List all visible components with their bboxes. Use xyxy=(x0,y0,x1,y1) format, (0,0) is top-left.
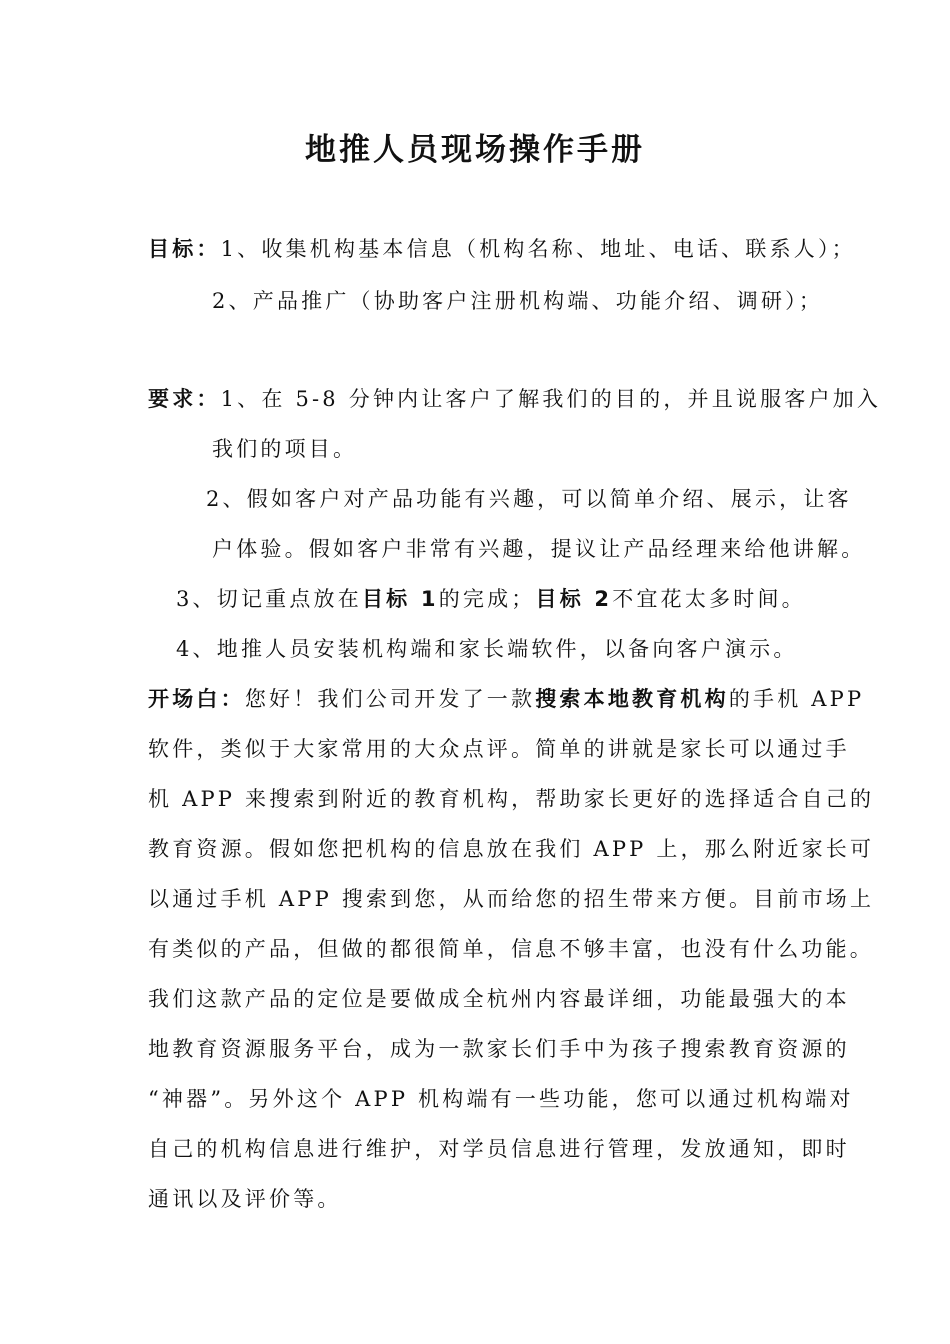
goal-line-1 xyxy=(148,234,856,264)
opening-line: 有类似的产品，但做的都很简单，信息不够丰富，也没有什么功能。 xyxy=(148,937,874,961)
opening-line: 自己的机构信息进行维护，对学员信息进行管理，发放通知，即时 xyxy=(148,1137,850,1161)
requirement-item-2: 2、假如客户对产品功能有兴趣，可以简单介绍、展示，让客 xyxy=(206,487,852,511)
opening-line: 软件，类似于大家常用的大众点评。简单的讲就是家长可以通过手 xyxy=(148,737,850,761)
opening-text-post: 的手机 APP xyxy=(728,687,865,711)
opening-line: 我们这款产品的定位是要做成全杭州内容最详细，功能最强大的本 xyxy=(148,987,850,1011)
opening-line: 教育资源。假如您把机构的信息放在我们 APP 上，那么附近家长可 xyxy=(148,837,875,861)
opening-line: 通讯以及评价等。 xyxy=(148,1187,342,1211)
goal-item-1: 1、收集机构基本信息（机构名称、地址、电话、联系人）； xyxy=(220,237,856,261)
goal-label: 目标： xyxy=(148,237,221,261)
requirement-item-3-part-2: 的完成； xyxy=(438,587,536,611)
opening-line: 地教育资源服务平台，成为一款家长们手中为孩子搜索教育资源的 xyxy=(148,1037,850,1061)
requirement-line-1 xyxy=(148,384,881,414)
requirement-item-1-cont: 我们的项目。 xyxy=(212,437,358,461)
requirement-item-3-part-1: 3、切记重点放在 xyxy=(176,587,362,611)
opening-highlight: 搜索本地教育机构 xyxy=(535,687,729,711)
requirement-item-3-part-3: 不宜花太多时间。 xyxy=(612,587,806,611)
opening-text-pre: 您好！我们公司开发了一款 xyxy=(244,687,536,711)
requirement-item-2-cont: 户体验。假如客户非常有兴趣，提议让产品经理来给他讲解。 xyxy=(212,537,866,561)
opening-line-1 xyxy=(148,684,864,714)
goal-ref-2: 目标 2 xyxy=(535,587,613,611)
opening-line: 机 APP 来搜索到附近的教育机构，帮助家长更好的选择适合自己的 xyxy=(148,787,875,811)
goal-item-2: 2、产品推广（协助客户注册机构端、功能介绍、调研）； xyxy=(212,289,824,313)
document-title: 地推人员现场操作手册 xyxy=(305,132,645,168)
requirements-label: 要求： xyxy=(148,387,221,411)
opening-label: 开场白： xyxy=(148,687,245,711)
requirement-item-4: 4、地推人员安装机构端和家长端软件，以备向客户演示。 xyxy=(176,637,798,661)
opening-line: “神器”。另外这个 APP 机构端有一些功能，您可以通过机构端对 xyxy=(148,1087,854,1111)
opening-line: 以通过手机 APP 搜索到您，从而给您的招生带来方便。目前市场上 xyxy=(148,887,875,911)
goal-ref-1: 目标 1 xyxy=(361,587,439,611)
requirement-item-1: 1、在 5-8 分钟内让客户了解我们的目的，并且说服客户加入 xyxy=(220,387,882,411)
requirement-item-3 xyxy=(176,584,806,614)
